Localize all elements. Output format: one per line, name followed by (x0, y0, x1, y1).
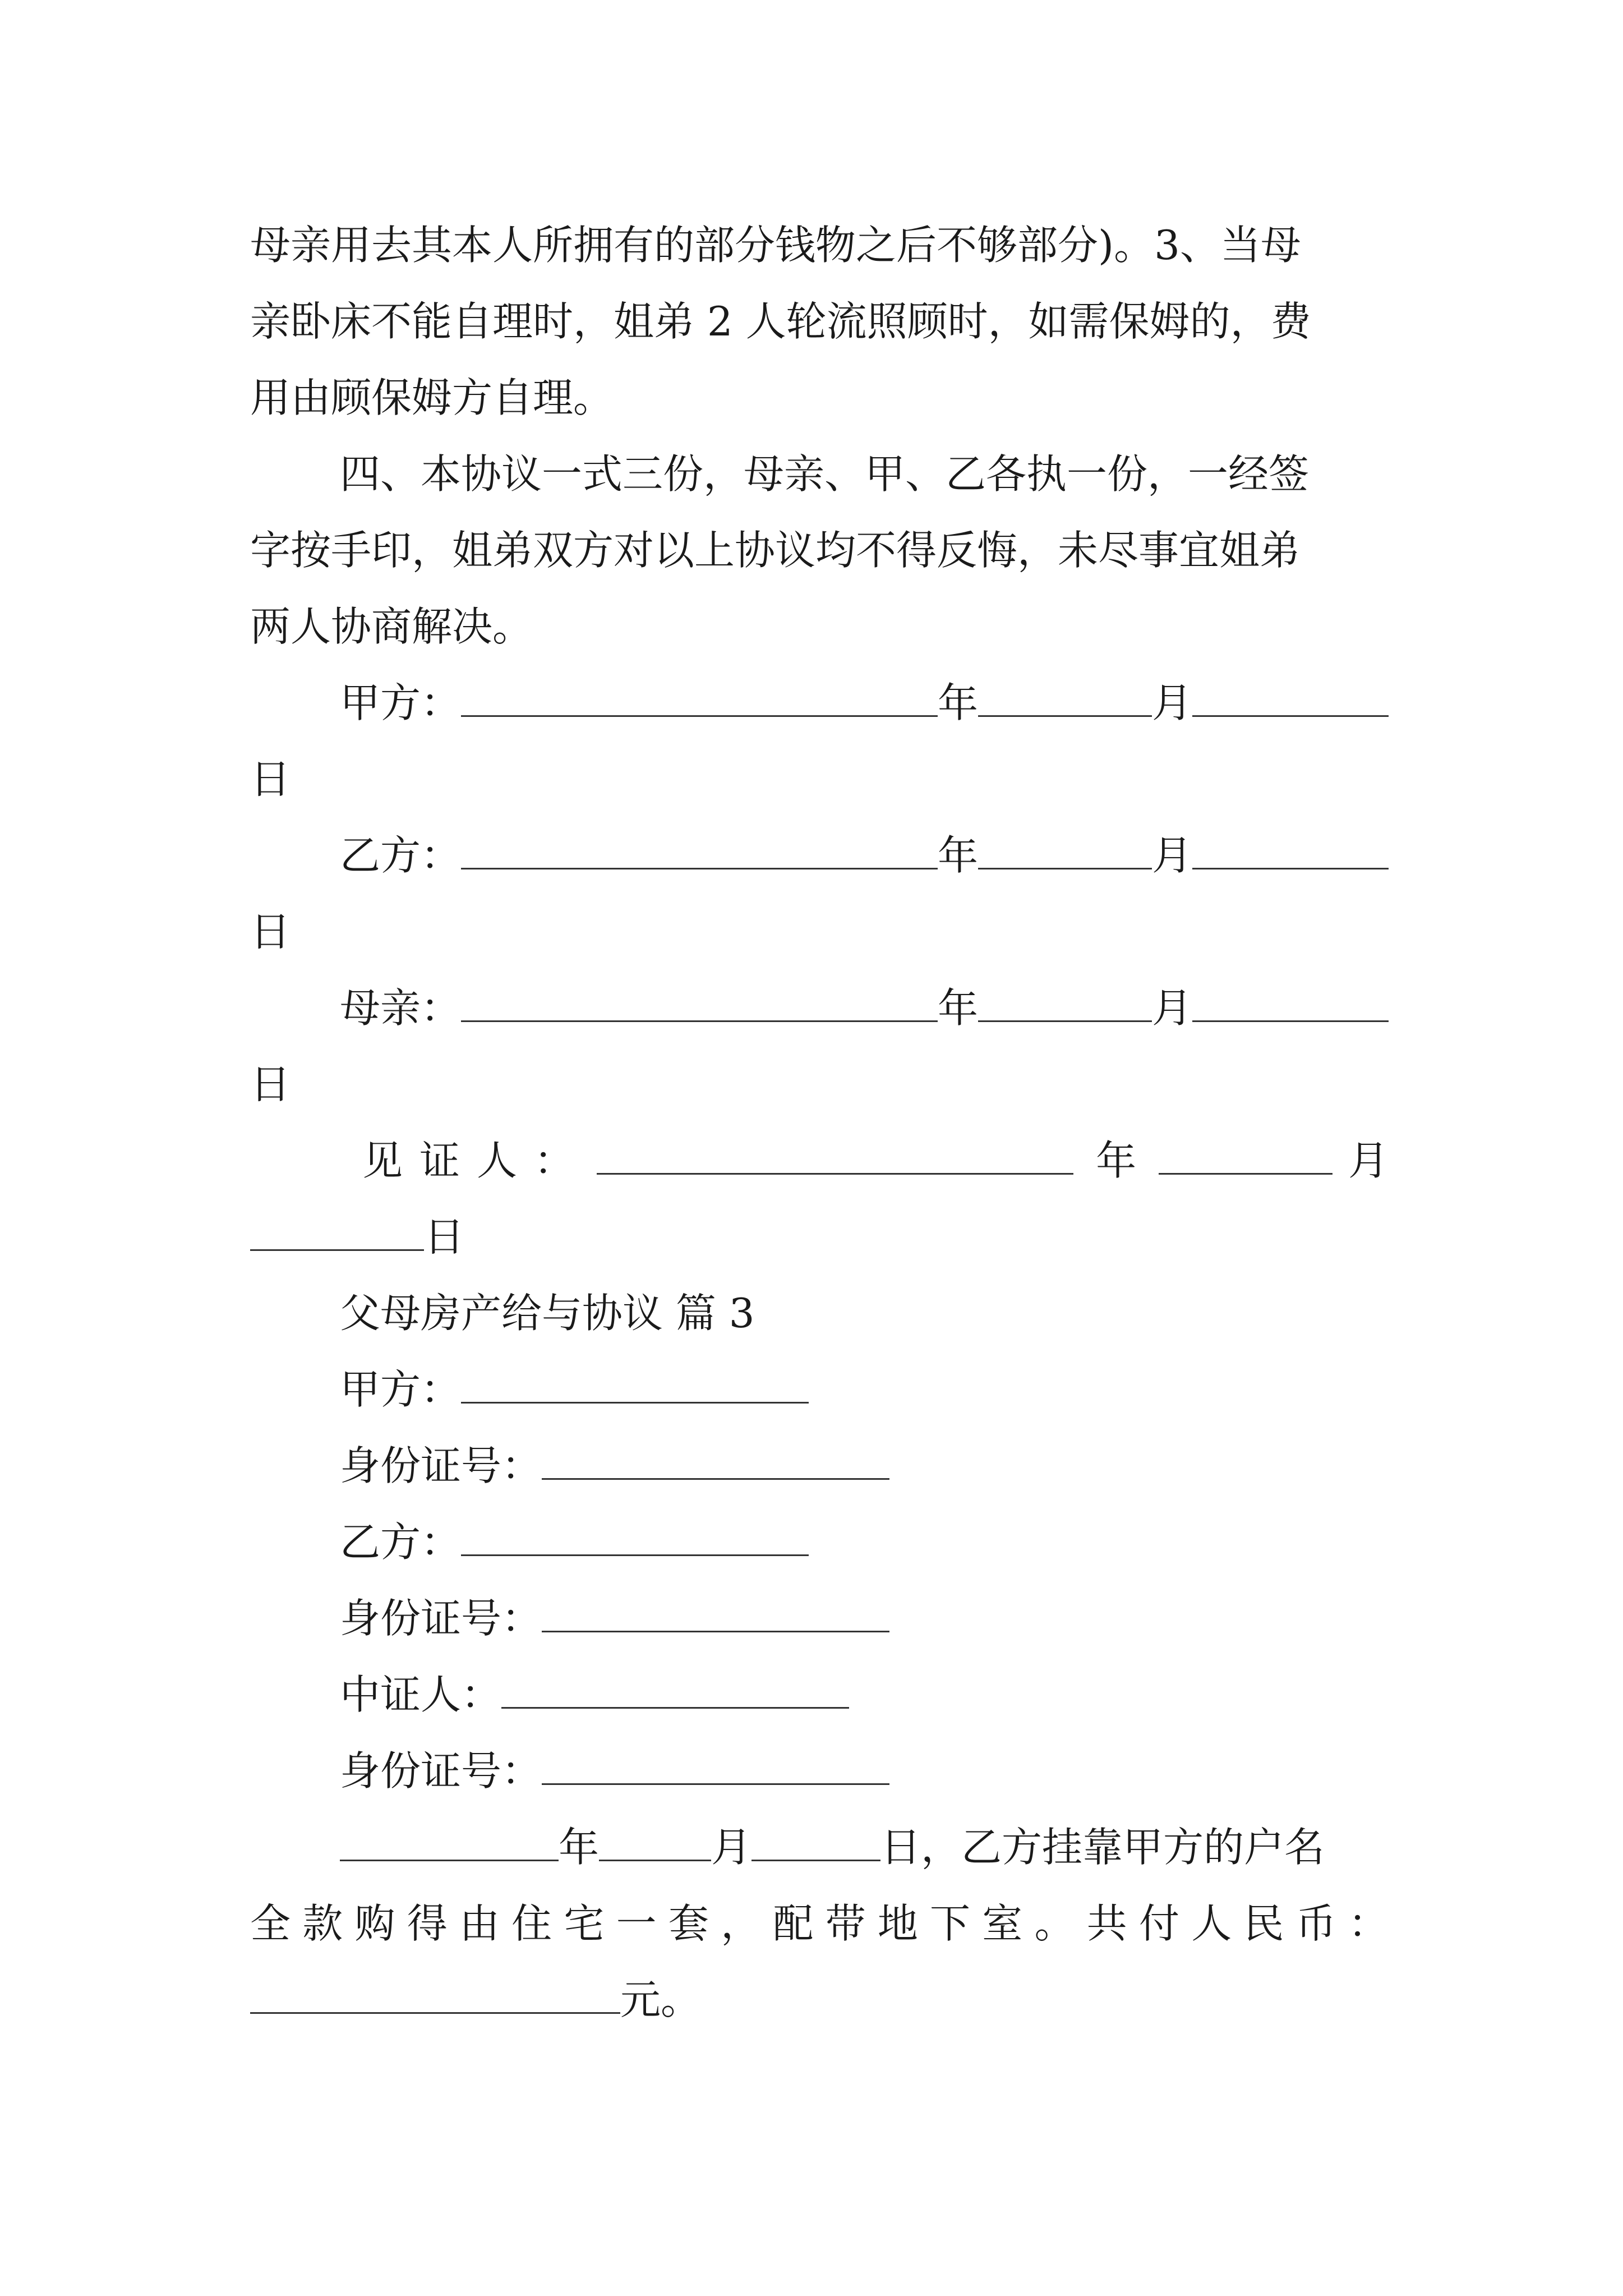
text-char: 下 (930, 1900, 971, 1947)
paragraph-line: 亲卧床不能自理时，姐弟 2 人轮流照顾时，如需保姆的，费 (250, 298, 1311, 345)
amount-line (250, 1975, 1389, 2025)
year-label: 年 (938, 679, 979, 726)
year-label: 年 (559, 1824, 600, 1871)
text-char: ： (1348, 1900, 1389, 1947)
month-label: 月 (1152, 984, 1193, 1032)
section-title: 父母房产给与协议 篇 3 (340, 1290, 755, 1337)
field-label: 身份证号： (340, 1595, 542, 1642)
signature-blank[interactable] (461, 834, 938, 869)
signature-blank[interactable] (461, 682, 938, 717)
party-a-blank[interactable] (461, 1368, 809, 1404)
month-label: 月 (1152, 679, 1193, 726)
text-char: 共 (1086, 1900, 1127, 1947)
paragraph-line: 四、本协议一式三份，母亲、甲、乙各执一份，一经签 (340, 450, 1310, 498)
paragraph-line: 用由顾保姆方自理。 (250, 374, 614, 421)
text-char: 款 (302, 1900, 343, 1947)
text-char: ， (721, 1900, 762, 1947)
month-blank[interactable] (978, 987, 1152, 1022)
field-id-mediator (340, 1746, 1389, 1796)
date-day-text: 日，乙方挂靠甲方的户名 (880, 1824, 1325, 1871)
witness-blank[interactable] (597, 1139, 1073, 1175)
field-label: 身份证号： (340, 1442, 542, 1489)
text-char: 室 (982, 1900, 1023, 1947)
text-char: 人 (1191, 1900, 1232, 1947)
day-label: 日 (424, 1213, 465, 1260)
day-blank[interactable] (250, 1216, 424, 1251)
year-label: 年 (938, 984, 979, 1032)
field-label: 甲方： (340, 1366, 462, 1413)
text-char: 民 (1243, 1900, 1284, 1947)
witness-char: 见 (362, 1137, 403, 1184)
mediator-blank[interactable] (501, 1673, 849, 1709)
text-char: 。 (1034, 1900, 1075, 1947)
text-char: 付 (1138, 1900, 1179, 1947)
month-blank[interactable] (599, 1826, 711, 1861)
text-char: 一 (616, 1900, 657, 1947)
purchase-line (250, 1898, 1389, 1949)
month-label: 月 (711, 1824, 752, 1871)
month-blank[interactable] (978, 834, 1152, 869)
text-char: 得 (407, 1900, 448, 1947)
signature-label: 甲方： (340, 679, 462, 726)
text-char: 由 (459, 1900, 500, 1947)
id-a-blank[interactable] (542, 1444, 889, 1480)
year-blank[interactable] (340, 1826, 559, 1861)
witness-char: 证 (419, 1137, 460, 1184)
witness-char: ： (534, 1137, 575, 1184)
field-mediator (340, 1669, 1389, 1720)
text-char: 全 (250, 1900, 291, 1947)
id-b-blank[interactable] (542, 1597, 889, 1632)
day-label: 日 (250, 756, 291, 803)
text-char: 套 (668, 1900, 709, 1947)
day-blank[interactable] (1192, 682, 1389, 717)
signature-blank[interactable] (461, 987, 938, 1022)
id-mediator-blank[interactable] (542, 1750, 889, 1785)
purchase-date-line (340, 1822, 1389, 1872)
text-char: 宅 (564, 1900, 605, 1947)
signature-label: 母亲： (340, 984, 462, 1032)
field-label: 乙方： (340, 1519, 462, 1566)
witness-char: 人 (477, 1137, 518, 1184)
signature-label: 乙方： (340, 832, 462, 879)
witness-line (362, 1135, 1389, 1186)
field-party-a (340, 1364, 1389, 1415)
month-blank[interactable] (1159, 1139, 1332, 1175)
paragraph-line: 字按手印，姐弟双方对以上协议均不得反悔，未尽事宜姐弟 (250, 527, 1301, 574)
month-blank[interactable] (978, 682, 1152, 717)
day-blank[interactable] (1192, 834, 1389, 869)
paragraph-line: 两人协商解决。 (250, 603, 533, 650)
month-label: 月 (1348, 1137, 1389, 1184)
day-label: 日 (250, 908, 291, 955)
text-char: 配 (773, 1900, 814, 1947)
field-label: 身份证号： (340, 1747, 542, 1795)
yuan-label: 元。 (620, 1976, 702, 2023)
day-label: 日 (250, 1061, 291, 1108)
text-char: 住 (511, 1900, 552, 1947)
amount-blank[interactable] (250, 1978, 620, 2014)
signature-line-mother (340, 983, 1389, 1033)
signature-line-party-b (340, 830, 1389, 881)
year-label: 年 (1096, 1137, 1137, 1184)
field-id-a (340, 1441, 1389, 1491)
paragraph-line: 母亲用去其本人所拥有的部分钱物之后不够部分)。3、当母 (250, 222, 1301, 269)
field-id-b (340, 1593, 1389, 1644)
signature-line-party-a (340, 678, 1389, 728)
text-char: 地 (877, 1900, 918, 1947)
party-b-blank[interactable] (461, 1521, 809, 1556)
year-label: 年 (938, 832, 979, 879)
field-label: 中证人： (340, 1671, 502, 1718)
text-char: 带 (825, 1900, 866, 1947)
day-blank[interactable] (1192, 987, 1389, 1022)
witness-day-line (250, 1212, 1389, 1262)
text-char: 币 (1295, 1900, 1336, 1947)
day-blank[interactable] (751, 1826, 880, 1861)
text-char: 购 (354, 1900, 395, 1947)
month-label: 月 (1152, 832, 1193, 879)
field-party-b (340, 1517, 1389, 1567)
